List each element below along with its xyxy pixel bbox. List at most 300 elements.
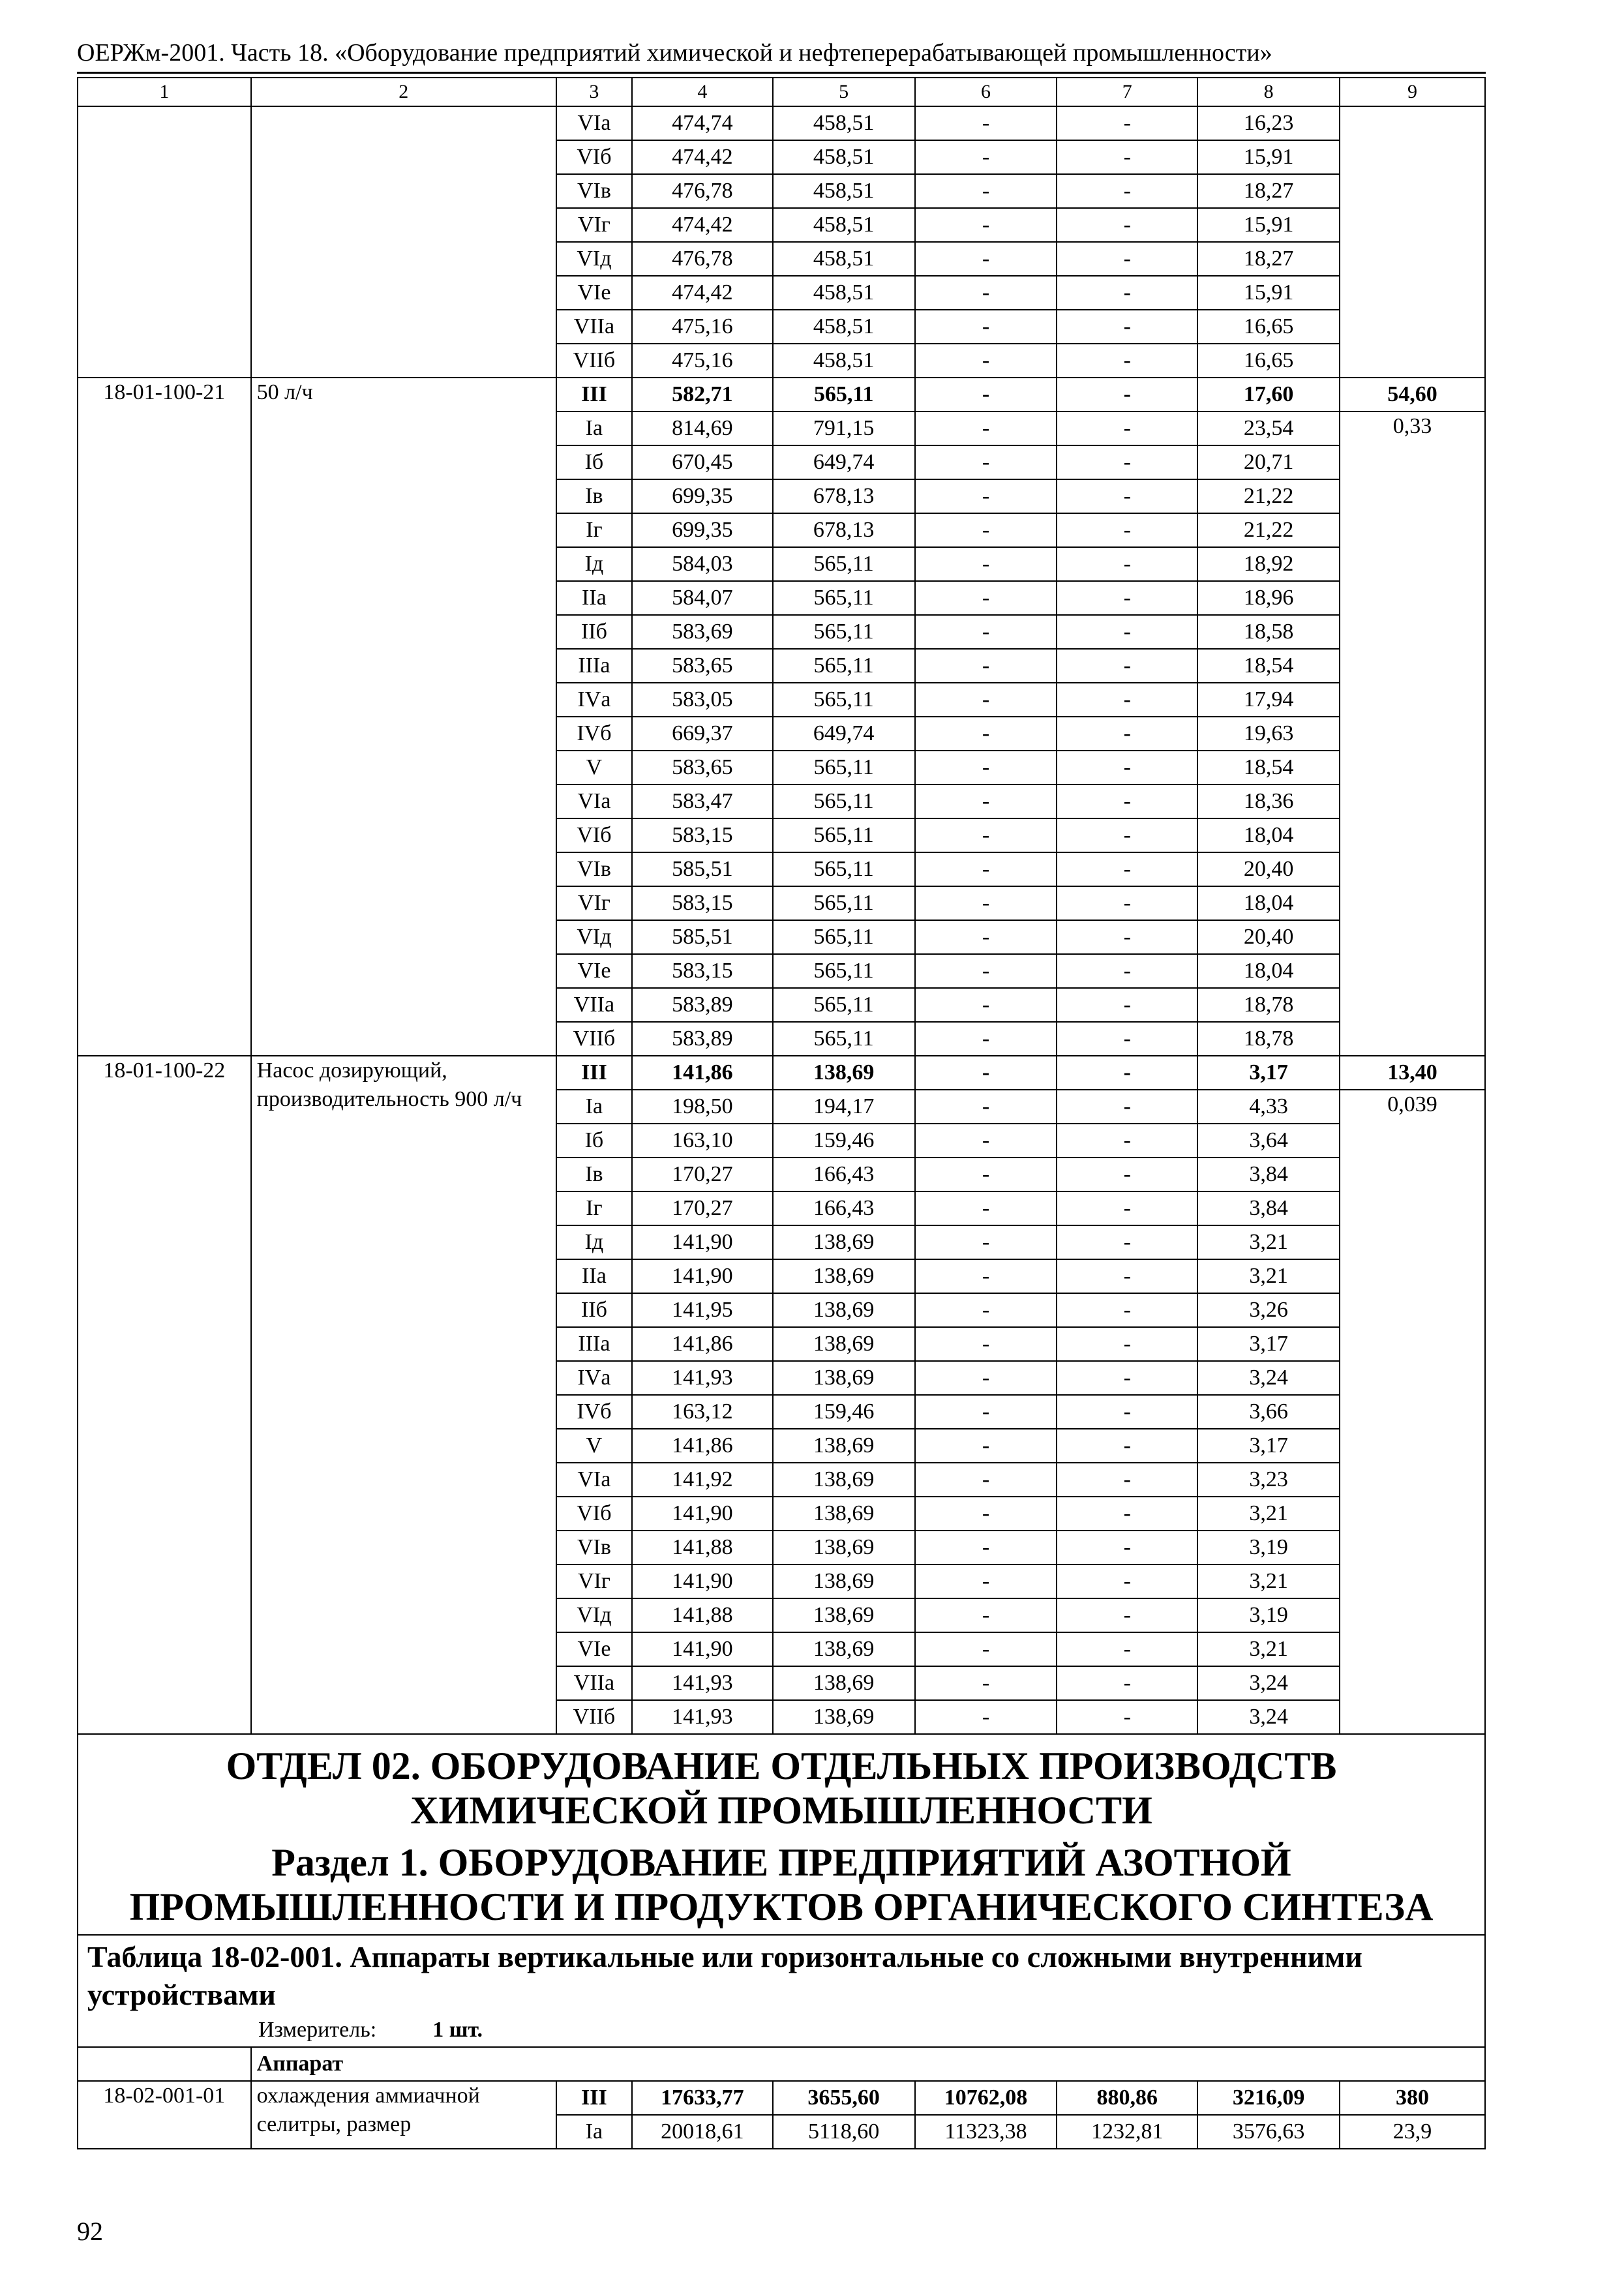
machinist-wages-cell: - <box>1057 1327 1197 1361</box>
machines-cell: - <box>915 920 1057 954</box>
wages-cell: 565,11 <box>773 818 915 852</box>
total-cell: 699,35 <box>632 479 773 513</box>
machines-cell: - <box>915 1022 1057 1056</box>
total-cell: 583,65 <box>632 751 773 785</box>
wages-cell: 458,51 <box>773 242 915 276</box>
wages-cell: 138,69 <box>773 1531 915 1564</box>
page-number: 92 <box>77 2217 103 2246</box>
wages-cell: 791,15 <box>773 411 915 445</box>
total-cell: 476,78 <box>632 174 773 208</box>
wages-cell: 166,43 <box>773 1191 915 1225</box>
machinist-wages-cell: - <box>1057 1564 1197 1598</box>
class-cell: VIг <box>556 208 632 242</box>
class-cell: IVа <box>556 683 632 717</box>
machines-cell: 11323,38 <box>915 2115 1057 2149</box>
class-cell: III <box>556 2081 632 2115</box>
materials-cell: 3,21 <box>1197 1225 1340 1259</box>
class-cell: IIIа <box>556 649 632 683</box>
wages-cell: 166,43 <box>773 1158 915 1191</box>
wages-cell: 565,11 <box>773 988 915 1022</box>
machines-cell: - <box>915 1700 1057 1734</box>
class-cell: VIб <box>556 1497 632 1531</box>
wages-cell: 138,69 <box>773 1632 915 1666</box>
wages-cell: 138,69 <box>773 1598 915 1632</box>
machines-cell: - <box>915 886 1057 920</box>
code-cell: 18-02-001-01 <box>78 2081 251 2149</box>
machinist-wages-cell: - <box>1057 106 1197 140</box>
materials-cell: 21,22 <box>1197 479 1340 513</box>
wages-cell: 458,51 <box>773 276 915 310</box>
wages-cell: 458,51 <box>773 106 915 140</box>
machines-cell: - <box>915 1564 1057 1598</box>
wages-cell: 138,69 <box>773 1327 915 1361</box>
machines-cell: - <box>915 344 1057 378</box>
materials-cell: 16,65 <box>1197 310 1340 344</box>
machines-cell: - <box>915 1429 1057 1463</box>
total-cell: 141,93 <box>632 1666 773 1700</box>
class-cell: IVа <box>556 1361 632 1395</box>
subsection-heading: Раздел 1. ОБОРУДОВАНИЕ ПРЕДПРИЯТИЙ АЗОТНОЙ ПРОМЫШЛЕННОСТИ И ПРОДУКТОВ ОРГАНИЧЕСКОГО СИНТЕЗА <box>129 1841 1434 1928</box>
total-cell: 170,27 <box>632 1158 773 1191</box>
machines-cell: - <box>915 1632 1057 1666</box>
materials-cell: 23,54 <box>1197 411 1340 445</box>
code-cell: 18-01-100-22 <box>78 1056 251 1734</box>
wages-cell: 138,69 <box>773 1361 915 1395</box>
materials-cell: 3,21 <box>1197 1259 1340 1293</box>
machines-cell: - <box>915 1191 1057 1225</box>
materials-cell: 18,78 <box>1197 1022 1340 1056</box>
wages-cell: 649,74 <box>773 717 915 751</box>
machines-cell: - <box>915 310 1057 344</box>
total-cell: 141,88 <box>632 1598 773 1632</box>
wages-cell: 138,69 <box>773 1463 915 1497</box>
machines-cell: - <box>915 1327 1057 1361</box>
machines-cell: - <box>915 479 1057 513</box>
class-cell: VIа <box>556 785 632 818</box>
machines-cell: - <box>915 818 1057 852</box>
class-cell: VIIб <box>556 1022 632 1056</box>
machinist-wages-cell: - <box>1057 818 1197 852</box>
table-title-cell <box>78 1935 1485 2047</box>
total-cell: 474,42 <box>632 276 773 310</box>
class-cell: VIIб <box>556 1700 632 1734</box>
table-row <box>78 1056 1485 1090</box>
machinist-wages-cell: - <box>1057 1463 1197 1497</box>
column-number: 8 <box>1197 78 1340 106</box>
class-cell: IIб <box>556 1293 632 1327</box>
meter-label: Измеритель: <box>258 2018 377 2042</box>
meter <box>87 2014 1475 2046</box>
materials-cell: 17,60 <box>1197 378 1340 411</box>
machinist-wages-cell: - <box>1057 988 1197 1022</box>
total-cell: 474,42 <box>632 208 773 242</box>
total-cell: 699,35 <box>632 513 773 547</box>
materials-cell: 18,92 <box>1197 547 1340 581</box>
name-cell: охлаждения аммиачной селитры, размер <box>251 2081 556 2149</box>
machines-cell: - <box>915 1158 1057 1191</box>
wages-cell: 194,17 <box>773 1090 915 1124</box>
total-cell: 141,86 <box>632 1327 773 1361</box>
wages-cell: 5118,60 <box>773 2115 915 2149</box>
class-cell: IVб <box>556 717 632 751</box>
class-cell: Iд <box>556 1225 632 1259</box>
materials-cell: 3,19 <box>1197 1531 1340 1564</box>
class-cell: V <box>556 1429 632 1463</box>
machinist-wages-cell: - <box>1057 1191 1197 1225</box>
code-cell <box>78 106 251 378</box>
machinist-wages-cell: - <box>1057 1293 1197 1327</box>
total-cell: 476,78 <box>632 242 773 276</box>
class-cell: VIе <box>556 276 632 310</box>
machinist-wages-cell: - <box>1057 649 1197 683</box>
materials-cell: 15,91 <box>1197 276 1340 310</box>
wages-cell: 649,74 <box>773 445 915 479</box>
machines-cell: - <box>915 1598 1057 1632</box>
machines-cell: - <box>915 242 1057 276</box>
materials-cell: 15,91 <box>1197 208 1340 242</box>
machines-cell: - <box>915 547 1057 581</box>
materials-cell: 16,23 <box>1197 106 1340 140</box>
mass-cell: 380 <box>1340 2081 1485 2115</box>
column-number: 9 <box>1340 78 1485 106</box>
total-cell: 141,93 <box>632 1700 773 1734</box>
class-cell: VIIа <box>556 310 632 344</box>
machinist-wages-cell: - <box>1057 1361 1197 1395</box>
machinist-wages-cell: - <box>1057 310 1197 344</box>
code-cell: 18-01-100-21 <box>78 378 251 1056</box>
total-cell: 141,93 <box>632 1361 773 1395</box>
machines-cell: - <box>915 378 1057 411</box>
col9-cell: 13,40 <box>1340 1056 1485 1090</box>
wages-cell: 565,11 <box>773 683 915 717</box>
total-cell: 141,90 <box>632 1564 773 1598</box>
machinist-wages-cell: 880,86 <box>1057 2081 1197 2115</box>
machines-cell: - <box>915 1293 1057 1327</box>
group-label: Аппарат <box>251 2047 1485 2081</box>
machines-cell: - <box>915 717 1057 751</box>
machines-cell: - <box>915 988 1057 1022</box>
materials-cell: 21,22 <box>1197 513 1340 547</box>
total-cell: 585,51 <box>632 920 773 954</box>
class-cell: Iб <box>556 1124 632 1158</box>
class-cell: Iб <box>556 445 632 479</box>
total-cell: 20018,61 <box>632 2115 773 2149</box>
class-cell: VIа <box>556 106 632 140</box>
class-cell: VIг <box>556 1564 632 1598</box>
total-cell: 141,90 <box>632 1259 773 1293</box>
materials-cell: 3,64 <box>1197 1124 1340 1158</box>
class-cell: Iа <box>556 411 632 445</box>
wages-cell: 565,11 <box>773 378 915 411</box>
machines-cell: - <box>915 1497 1057 1531</box>
machinist-wages-cell: - <box>1057 513 1197 547</box>
machinist-wages-cell: - <box>1057 1124 1197 1158</box>
header-rule <box>77 72 1486 74</box>
materials-cell: 3,24 <box>1197 1666 1340 1700</box>
wages-cell: 138,69 <box>773 1293 915 1327</box>
machinist-wages-cell: - <box>1057 1700 1197 1734</box>
column-number: 1 <box>78 78 251 106</box>
wages-cell: 678,13 <box>773 479 915 513</box>
total-cell: 585,51 <box>632 852 773 886</box>
class-cell: VIд <box>556 242 632 276</box>
total-cell: 141,90 <box>632 1632 773 1666</box>
total-cell: 141,90 <box>632 1497 773 1531</box>
code-cell <box>78 2047 251 2081</box>
wages-cell: 565,11 <box>773 1022 915 1056</box>
class-cell: VIIа <box>556 988 632 1022</box>
total-cell: 141,88 <box>632 1531 773 1564</box>
materials-cell: 18,58 <box>1197 615 1340 649</box>
machinist-wages-cell: - <box>1057 1632 1197 1666</box>
machinist-wages-cell: - <box>1057 920 1197 954</box>
materials-cell: 18,04 <box>1197 954 1340 988</box>
section-heading-row <box>78 1734 1485 1935</box>
machines-cell: - <box>915 1090 1057 1124</box>
table-row <box>78 106 1485 140</box>
class-cell: III <box>556 378 632 411</box>
wages-cell: 138,69 <box>773 1429 915 1463</box>
table-row <box>78 378 1485 411</box>
materials-cell: 18,78 <box>1197 988 1340 1022</box>
materials-cell: 3,21 <box>1197 1564 1340 1598</box>
class-cell: VIв <box>556 1531 632 1564</box>
wages-cell: 565,11 <box>773 751 915 785</box>
name-cell: 50 л/ч <box>251 378 556 1056</box>
materials-cell: 3,17 <box>1197 1056 1340 1090</box>
machines-cell: - <box>915 1056 1057 1090</box>
materials-cell: 3,84 <box>1197 1158 1340 1191</box>
machinist-wages-cell: - <box>1057 1259 1197 1293</box>
total-cell: 669,37 <box>632 717 773 751</box>
class-cell: Iг <box>556 1191 632 1225</box>
machines-cell: - <box>915 276 1057 310</box>
materials-cell: 18,27 <box>1197 242 1340 276</box>
machinist-wages-cell: - <box>1057 547 1197 581</box>
table-title: Таблица 18-02-001. Аппараты вертикальные или горизонтальные со сложными внутренними устройствами <box>87 1940 1362 2011</box>
class-cell: Iв <box>556 479 632 513</box>
wages-cell: 565,11 <box>773 886 915 920</box>
wages-cell: 458,51 <box>773 208 915 242</box>
class-cell: VIе <box>556 1632 632 1666</box>
materials-cell: 3576,63 <box>1197 2115 1340 2149</box>
machinist-wages-cell: - <box>1057 140 1197 174</box>
wages-cell: 458,51 <box>773 174 915 208</box>
materials-cell: 3,23 <box>1197 1463 1340 1497</box>
total-cell: 582,71 <box>632 378 773 411</box>
wages-cell: 138,69 <box>773 1497 915 1531</box>
materials-cell: 3,19 <box>1197 1598 1340 1632</box>
total-cell: 474,74 <box>632 106 773 140</box>
table-title-row <box>78 1935 1485 2047</box>
wages-cell: 458,51 <box>773 140 915 174</box>
col9-cell <box>1340 106 1485 378</box>
machines-cell: - <box>915 1124 1057 1158</box>
machinist-wages-cell: - <box>1057 615 1197 649</box>
machines-cell: - <box>915 411 1057 445</box>
wages-cell: 138,69 <box>773 1666 915 1700</box>
machines-cell: - <box>915 785 1057 818</box>
total-cell: 141,95 <box>632 1293 773 1327</box>
machines-cell: - <box>915 852 1057 886</box>
machines-cell: - <box>915 106 1057 140</box>
class-cell: IIб <box>556 615 632 649</box>
wages-cell: 565,11 <box>773 581 915 615</box>
class-cell: VIв <box>556 174 632 208</box>
class-cell: VIд <box>556 1598 632 1632</box>
machines-cell: - <box>915 1259 1057 1293</box>
materials-cell: 18,27 <box>1197 174 1340 208</box>
machines-cell: - <box>915 649 1057 683</box>
col9-cell: 54,60 <box>1340 378 1485 411</box>
machines-cell: - <box>915 174 1057 208</box>
class-cell: VIа <box>556 1463 632 1497</box>
machines-cell: - <box>915 1225 1057 1259</box>
col9-cell: 0,039 <box>1340 1090 1485 1734</box>
machinist-wages-cell: - <box>1057 1158 1197 1191</box>
materials-cell: 3,21 <box>1197 1497 1340 1531</box>
machinist-wages-cell: - <box>1057 683 1197 717</box>
total-cell: 584,07 <box>632 581 773 615</box>
class-cell: VIе <box>556 954 632 988</box>
rates-table <box>77 77 1486 2149</box>
wages-cell: 458,51 <box>773 310 915 344</box>
machinist-wages-cell: - <box>1057 852 1197 886</box>
machines-cell: - <box>915 751 1057 785</box>
machinist-wages-cell: - <box>1057 479 1197 513</box>
materials-cell: 3,17 <box>1197 1327 1340 1361</box>
class-cell: VIб <box>556 818 632 852</box>
machines-cell: - <box>915 1395 1057 1429</box>
class-cell: VIIб <box>556 344 632 378</box>
total-cell: 814,69 <box>632 411 773 445</box>
machinist-wages-cell: - <box>1057 1497 1197 1531</box>
total-cell: 583,15 <box>632 954 773 988</box>
machines-cell: 10762,08 <box>915 2081 1057 2115</box>
total-cell: 474,42 <box>632 140 773 174</box>
wages-cell: 159,46 <box>773 1395 915 1429</box>
total-cell: 583,15 <box>632 886 773 920</box>
wages-cell: 3655,60 <box>773 2081 915 2115</box>
column-number: 2 <box>251 78 556 106</box>
total-cell: 583,15 <box>632 818 773 852</box>
machinist-wages-cell: - <box>1057 344 1197 378</box>
table-row <box>78 2081 1485 2115</box>
wages-cell: 565,11 <box>773 954 915 988</box>
wages-cell: 565,11 <box>773 785 915 818</box>
wages-cell: 678,13 <box>773 513 915 547</box>
materials-cell: 3,84 <box>1197 1191 1340 1225</box>
class-cell: VIIа <box>556 1666 632 1700</box>
class-cell: IIIа <box>556 1327 632 1361</box>
materials-cell: 20,40 <box>1197 920 1340 954</box>
wages-cell: 138,69 <box>773 1225 915 1259</box>
column-number: 6 <box>915 78 1057 106</box>
class-cell: Iг <box>556 513 632 547</box>
total-cell: 17633,77 <box>632 2081 773 2115</box>
column-number: 7 <box>1057 78 1197 106</box>
machines-cell: - <box>915 1463 1057 1497</box>
class-cell: Iд <box>556 547 632 581</box>
machinist-wages-cell: - <box>1057 1429 1197 1463</box>
column-number: 5 <box>773 78 915 106</box>
materials-cell: 3,26 <box>1197 1293 1340 1327</box>
wages-cell: 565,11 <box>773 920 915 954</box>
machinist-wages-cell: - <box>1057 276 1197 310</box>
machinist-wages-cell: - <box>1057 411 1197 445</box>
machinist-wages-cell: - <box>1057 785 1197 818</box>
materials-cell: 18,04 <box>1197 818 1340 852</box>
wages-cell: 138,69 <box>773 1259 915 1293</box>
machines-cell: - <box>915 1666 1057 1700</box>
total-cell: 583,47 <box>632 785 773 818</box>
machines-cell: - <box>915 581 1057 615</box>
page-header: ОЕРЖм-2001. Часть 18. «Оборудование предприятий химической и нефтеперерабатывающей промышленности» <box>77 39 1272 67</box>
materials-cell: 15,91 <box>1197 140 1340 174</box>
materials-cell: 4,33 <box>1197 1090 1340 1124</box>
machines-cell: - <box>915 1531 1057 1564</box>
materials-cell: 3,24 <box>1197 1700 1340 1734</box>
materials-cell: 18,04 <box>1197 886 1340 920</box>
machines-cell: - <box>915 615 1057 649</box>
total-cell: 198,50 <box>632 1090 773 1124</box>
materials-cell: 17,94 <box>1197 683 1340 717</box>
wages-cell: 565,11 <box>773 615 915 649</box>
materials-cell: 20,71 <box>1197 445 1340 479</box>
machinist-wages-cell: - <box>1057 954 1197 988</box>
wages-cell: 138,69 <box>773 1564 915 1598</box>
machinist-wages-cell: - <box>1057 581 1197 615</box>
materials-cell: 19,63 <box>1197 717 1340 751</box>
machinist-wages-cell: - <box>1057 208 1197 242</box>
total-cell: 163,12 <box>632 1395 773 1429</box>
name-cell <box>251 106 556 378</box>
machines-cell: - <box>915 208 1057 242</box>
machines-cell: - <box>915 445 1057 479</box>
machines-cell: - <box>915 140 1057 174</box>
materials-cell: 18,96 <box>1197 581 1340 615</box>
machinist-wages-cell: - <box>1057 378 1197 411</box>
machinist-wages-cell: - <box>1057 1225 1197 1259</box>
total-cell: 475,16 <box>632 310 773 344</box>
section-heading-cell <box>78 1734 1485 1935</box>
total-cell: 163,10 <box>632 1124 773 1158</box>
materials-cell: 18,54 <box>1197 751 1340 785</box>
machines-cell: - <box>915 513 1057 547</box>
materials-cell: 3,17 <box>1197 1429 1340 1463</box>
machinist-wages-cell: - <box>1057 1598 1197 1632</box>
total-cell: 583,89 <box>632 988 773 1022</box>
machines-cell: - <box>915 683 1057 717</box>
materials-cell: 18,54 <box>1197 649 1340 683</box>
machinist-wages-cell: - <box>1057 1531 1197 1564</box>
class-cell: VIг <box>556 886 632 920</box>
materials-cell: 20,40 <box>1197 852 1340 886</box>
class-cell: VIв <box>556 852 632 886</box>
machinist-wages-cell: - <box>1057 445 1197 479</box>
machinist-wages-cell: - <box>1057 242 1197 276</box>
group-row <box>78 2047 1485 2081</box>
total-cell: 141,86 <box>632 1429 773 1463</box>
class-cell: IIа <box>556 1259 632 1293</box>
class-cell: IIа <box>556 581 632 615</box>
column-number: 3 <box>556 78 632 106</box>
machinist-wages-cell: 1232,81 <box>1057 2115 1197 2149</box>
wages-cell: 159,46 <box>773 1124 915 1158</box>
total-cell: 141,90 <box>632 1225 773 1259</box>
class-cell: III <box>556 1056 632 1090</box>
total-cell: 141,86 <box>632 1056 773 1090</box>
